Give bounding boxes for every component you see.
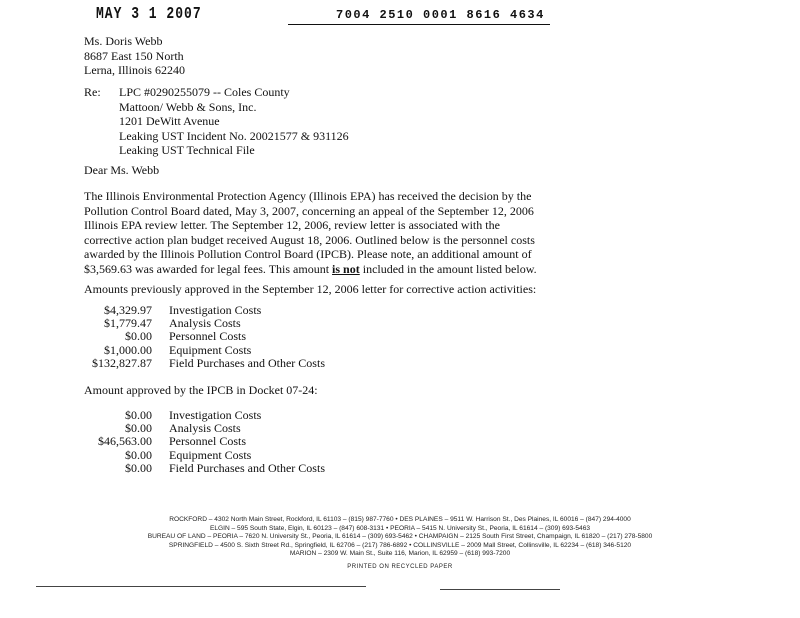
addressee-block — [84, 34, 185, 78]
cost-amount: $0.00 — [125, 408, 152, 422]
re-line: Leaking UST Technical File — [119, 143, 255, 157]
cost-row — [76, 462, 325, 475]
cost-category: Equipment Costs — [169, 447, 252, 462]
body-line: awarded by the Illinois Pollution Control Board (IPCB). Please note, an additional amount of — [84, 247, 532, 261]
cost-category: Field Purchases and Other Costs — [169, 355, 325, 370]
body-last-before: $3,569.63 was awarded for legal fees. This amount — [84, 261, 333, 276]
footer-line: ROCKFORD – 4302 North Main Street, Rockford, IL 61103 – (815) 987-7760 • DES PLAINES – 9511 W. Harrison St., Des Plaines, IL 60016 – (847) 294-4000 — [169, 516, 631, 523]
footer-line: BUREAU OF LAND – PEORIA – 7620 N. University St., Peoria, IL 61614 – (309) 693-5462 • CHAMPAIGN – 2125 South First Street, Champaign, IL 61820 – (217) 278-5800 — [147, 533, 653, 541]
cost-row — [76, 357, 325, 370]
re-line: Leaking UST Incident No. 20021577 & 931126 — [119, 128, 349, 143]
cost-category: Analysis Costs — [169, 421, 241, 436]
cost-row — [76, 330, 325, 343]
body-line: Illinois EPA review letter. The September 12, 2006, review letter is associated with the — [84, 218, 500, 232]
body-line: The Illinois Environmental Protection Agency (Illinois EPA) has received the decision by the — [84, 189, 532, 203]
cost-category: Analysis Costs — [169, 316, 241, 331]
cost-amount: $0.00 — [125, 460, 152, 475]
certified-mail-number: 7004 2510 0001 8616 4634 — [336, 8, 545, 22]
bottom-rule — [440, 589, 560, 590]
section2-heading: Amount approved by the IPCB in Docket 07-24: — [84, 383, 318, 397]
ipcb-approval-table — [76, 409, 325, 475]
cost-row — [76, 435, 325, 448]
cost-amount: $132,827.87 — [92, 355, 152, 370]
received-date-stamp: MAY 3 1 2007 — [96, 4, 202, 23]
tracking-underline — [288, 24, 550, 25]
re-line: LPC #0290255079 -- Coles County — [119, 85, 290, 99]
section1-heading: Amounts previously approved in the September 12, 2006 letter for corrective action activities: — [84, 282, 537, 296]
footer-line: MARION – 2309 W. Main St., Suite 116, Marion, IL 62959 – (618) 993-7200 — [289, 550, 511, 558]
re-line: 1201 DeWitt Avenue — [119, 114, 220, 128]
cost-row — [76, 449, 325, 462]
body-line-last — [84, 261, 537, 277]
cost-category: Investigation Costs — [169, 408, 262, 422]
re-subject-block — [119, 85, 349, 158]
bottom-rule — [36, 586, 366, 587]
cost-amount: $0.00 — [125, 447, 152, 462]
cost-amount: $4,329.97 — [104, 303, 152, 317]
cost-amount: $46,563.00 — [98, 434, 152, 449]
salutation: Dear Ms. Webb — [84, 163, 160, 177]
cost-category: Equipment Costs — [169, 342, 252, 357]
cost-category: Personnel Costs — [169, 434, 247, 449]
addressee-city: Lerna, Illinois 62240 — [84, 63, 185, 77]
re-label: Re: — [84, 85, 101, 99]
cost-category: Personnel Costs — [169, 329, 247, 344]
addressee-name: Ms. Doris Webb — [84, 34, 163, 48]
footer-line: ELGIN – 595 South State, Elgin, IL 60123 – (847) 608-3131 • PEORIA – 5415 N. University St., Peoria, IL 61614 – (309) 693-5463 — [209, 524, 591, 532]
cost-amount: $1,000.00 — [104, 342, 152, 357]
previous-approval-table — [76, 304, 325, 370]
body-line: Pollution Control Board dated, May 3, 2007, concerning an appeal of the September 12, 2006 — [84, 203, 534, 218]
office-locations-footer — [0, 516, 800, 572]
cost-row — [76, 344, 325, 357]
body-emphasis-is-not: is not — [332, 261, 360, 276]
addressee-street: 8687 East 150 North — [84, 48, 184, 63]
body-paragraph — [84, 189, 537, 276]
body-last-after: included in the amount listed below. — [359, 261, 537, 276]
cost-category: Field Purchases and Other Costs — [169, 460, 325, 475]
cost-amount: $1,779.47 — [104, 316, 152, 331]
body-line: corrective action plan budget received August 18, 2006. Outlined below is the personnel costs — [84, 232, 535, 247]
footer-line: SPRINGFIELD – 4500 S. Sixth Street Rd., Springfield, IL 62706 – (217) 786-6892 • COLLINSVILLE – 2009 Mall Street, Collinsville, IL 62234 – (618) 346-5120 — [168, 541, 632, 549]
cost-amount: $0.00 — [125, 421, 152, 436]
cost-amount: $0.00 — [125, 329, 152, 344]
recycled-paper-note: PRINTED ON RECYCLED PAPER — [347, 563, 453, 570]
re-line: Mattoon/ Webb & Sons, Inc. — [119, 99, 257, 114]
cost-category: Investigation Costs — [169, 303, 262, 317]
